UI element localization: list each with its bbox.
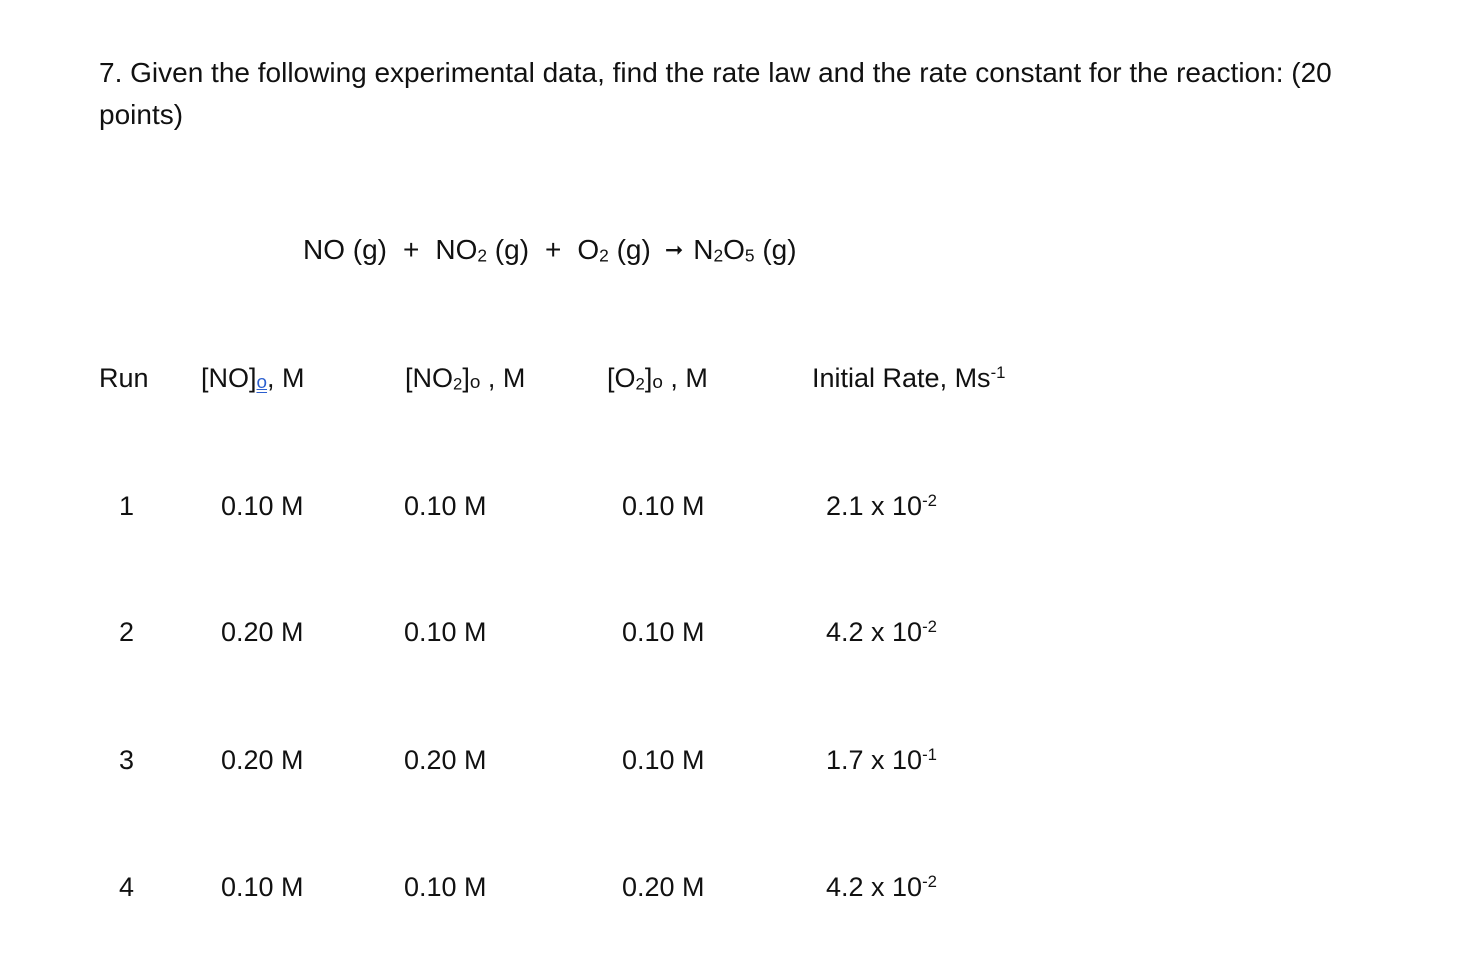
reactant-o2: [577, 234, 650, 265]
product-o-subscript: 5: [744, 245, 755, 266]
reactant-no: NO (g): [303, 234, 387, 265]
row-2-rate-base: 4.2 x 10: [826, 617, 923, 647]
reactant-o2-phase: (g): [608, 234, 651, 265]
reactant-no2: [435, 234, 529, 265]
reactant-no2-symbol: NO: [435, 234, 478, 265]
header-run: Run: [99, 363, 149, 393]
reactant-no2-phase: (g): [487, 234, 530, 265]
question-text: 7. Given the following experimental data, find the rate law and the rate constant for the reaction: (20 points): [99, 57, 1332, 130]
row-4-rate-exponent: -2: [922, 871, 937, 891]
row-1-rate: [826, 488, 937, 524]
reactant-o2-subscript: 2: [599, 245, 609, 266]
plus-sign: +: [545, 234, 562, 265]
row-1-rate-exponent: -2: [922, 490, 937, 510]
header-rate-exponent: -1: [990, 362, 1006, 382]
header-no-subscript: o: [256, 371, 268, 393]
row-3-rate-base: 1.7 x 10: [826, 745, 923, 775]
header-o2-bracket: [O: [607, 363, 636, 393]
row-3-rate: [826, 742, 937, 778]
row-1-no2: 0.10 M: [404, 491, 487, 521]
header-o2-subscript: 2: [635, 374, 645, 394]
product-n-symbol: N: [693, 234, 714, 265]
row-4-rate: [826, 869, 937, 905]
row-4-run: 4: [119, 872, 135, 902]
row-3-rate-exponent: -1: [922, 744, 937, 764]
header-no2: [405, 360, 525, 401]
row-1-no: 0.10 M: [221, 491, 304, 521]
header-o2-unit: , M: [662, 363, 708, 393]
row-3-run: 3: [119, 745, 135, 775]
header-o2-close: ]: [644, 363, 653, 393]
row-2-rate: [826, 614, 937, 650]
row-4-rate-base: 4.2 x 10: [826, 872, 923, 902]
row-1-o2: 0.10 M: [622, 491, 705, 521]
header-no2-bracket: [NO: [405, 363, 454, 393]
header-no2-unit: , M: [480, 363, 526, 393]
row-2-no2: 0.10 M: [404, 617, 487, 647]
header-o2: [607, 360, 708, 401]
row-2-no: 0.20 M: [221, 617, 304, 647]
reactant-o2-symbol: O: [577, 234, 600, 265]
plus-sign: +: [403, 234, 420, 265]
row-1-rate-base: 2.1 x 10: [826, 491, 923, 521]
product-n2o5: [693, 234, 796, 265]
header-no2-subscript: 2: [453, 374, 463, 394]
header-no2-close: ]: [462, 363, 470, 393]
product-n-subscript: 2: [713, 245, 724, 266]
row-2-run: 2: [119, 617, 135, 647]
product-phase: (g): [754, 234, 797, 265]
row-4-no2: 0.10 M: [404, 872, 487, 902]
header-initial-rate: [812, 360, 1005, 396]
row-1-run: 1: [119, 491, 135, 521]
row-4-no: 0.10 M: [221, 872, 304, 902]
product-o-symbol: O: [723, 234, 745, 265]
header-o2-o: o: [652, 371, 663, 393]
header-no: [201, 360, 305, 401]
reaction-equation: [303, 230, 797, 270]
row-4-o2: 0.20 M: [622, 872, 705, 902]
row-3-no2: 0.20 M: [404, 745, 487, 775]
row-2-rate-exponent: -2: [922, 616, 937, 636]
header-rate-label: Initial Rate, Ms: [812, 363, 991, 393]
reaction-arrow-icon: ➞: [664, 237, 684, 262]
header-no2-o: o: [469, 371, 481, 393]
row-3-no: 0.20 M: [221, 745, 304, 775]
header-no-bracket: [NO]: [201, 363, 257, 393]
reactant-no2-subscript: 2: [477, 245, 488, 266]
header-no-unit: , M: [267, 363, 305, 393]
row-2-o2: 0.10 M: [622, 617, 705, 647]
row-3-o2: 0.10 M: [622, 745, 705, 775]
